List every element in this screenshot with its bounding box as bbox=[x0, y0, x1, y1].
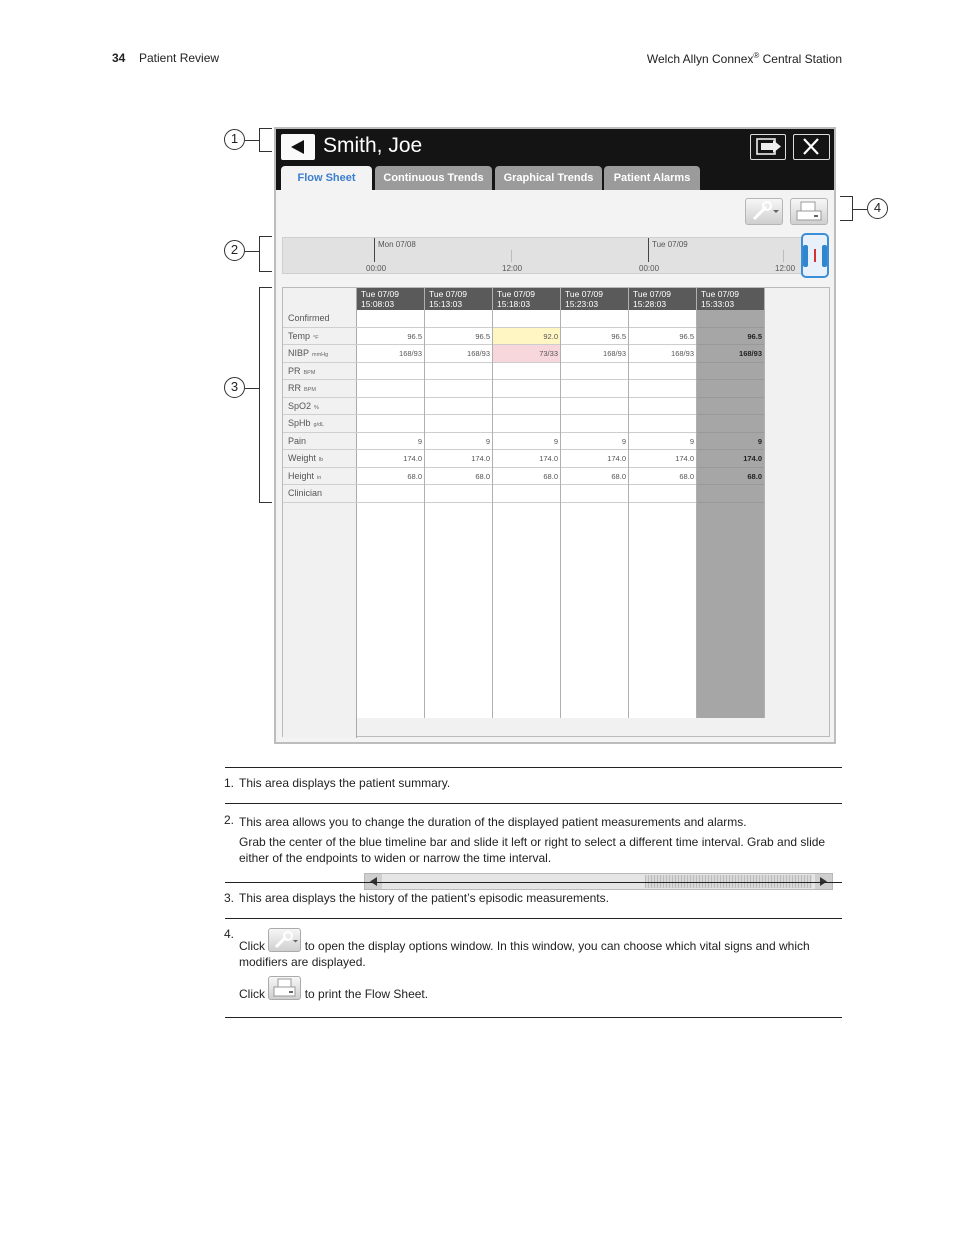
callout-3-leader bbox=[245, 388, 259, 389]
row-label bbox=[283, 363, 357, 381]
table-cell: 174.0 bbox=[357, 450, 424, 468]
table-cell: 73/33 bbox=[493, 345, 560, 363]
note-3 bbox=[224, 890, 609, 906]
reading-column[interactable] bbox=[697, 288, 765, 718]
row-unit: % bbox=[314, 404, 319, 411]
column-time: 15:28:03 bbox=[633, 299, 667, 309]
column-time: 15:08:03 bbox=[361, 299, 395, 309]
table-cell: 174.0 bbox=[561, 450, 628, 468]
table-cell: 68.0 bbox=[629, 468, 696, 486]
column-time: 15:13:03 bbox=[429, 299, 463, 309]
wrench-icon bbox=[746, 199, 782, 224]
table-cell bbox=[561, 363, 628, 381]
click-word: Click bbox=[239, 939, 265, 953]
tab-continuous-trends[interactable]: Continuous Trends bbox=[375, 166, 492, 190]
patient-review-window bbox=[274, 127, 836, 744]
column-time: 15:23:03 bbox=[565, 299, 599, 309]
table-rule bbox=[225, 882, 842, 883]
table-cell: 96.5 bbox=[697, 328, 764, 346]
row-label-text: Weight bbox=[288, 453, 316, 463]
table-cell bbox=[561, 310, 628, 328]
row-unit: g/dL bbox=[313, 422, 325, 428]
back-button[interactable] bbox=[281, 134, 315, 160]
reading-column[interactable] bbox=[629, 288, 697, 718]
table-cell bbox=[697, 310, 764, 328]
callout-2-leader bbox=[245, 251, 259, 252]
table-cell bbox=[561, 380, 628, 398]
column-time: 15:18:03 bbox=[497, 299, 531, 309]
table-cell bbox=[697, 485, 764, 503]
callout-1: 1 bbox=[224, 129, 245, 150]
row-unit: lb bbox=[318, 457, 324, 463]
print-icon bbox=[791, 199, 827, 224]
row-label bbox=[283, 433, 357, 451]
timeline-day-mark bbox=[374, 238, 375, 262]
close-button[interactable] bbox=[793, 134, 830, 160]
row-label-text: NIBP bbox=[288, 348, 310, 358]
product-title: Welch Allyn Connex® Central Station bbox=[646, 51, 842, 66]
row-label bbox=[283, 345, 357, 363]
table-cell: 96.5 bbox=[629, 328, 696, 346]
table-cell bbox=[357, 363, 424, 381]
column-time: 15:33:03 bbox=[701, 299, 735, 309]
table-cell: 9 bbox=[697, 433, 764, 451]
table-cell bbox=[697, 380, 764, 398]
row-label bbox=[283, 380, 357, 398]
table-cell bbox=[493, 363, 560, 381]
table-cell: 96.5 bbox=[425, 328, 492, 346]
note-text bbox=[239, 928, 829, 970]
table-cell bbox=[629, 363, 696, 381]
column-date: Tue 07/09 bbox=[497, 289, 535, 299]
table-cell bbox=[425, 380, 492, 398]
column-header[interactable] bbox=[425, 288, 492, 310]
table-cell bbox=[357, 485, 424, 503]
reading-column[interactable] bbox=[425, 288, 493, 718]
note-number: 4. bbox=[224, 927, 235, 941]
note-text: This area displays the patient summary. bbox=[239, 776, 451, 790]
print-icon bbox=[268, 976, 301, 1000]
table-cell bbox=[425, 398, 492, 416]
table-cell: 174.0 bbox=[493, 450, 560, 468]
click-word: Click bbox=[239, 987, 265, 1001]
page-number: 34 bbox=[112, 51, 126, 65]
row-label-text: SpHb bbox=[288, 418, 311, 428]
reading-column[interactable] bbox=[561, 288, 629, 718]
table-cell bbox=[493, 415, 560, 433]
tab-flow-sheet[interactable]: Flow Sheet bbox=[281, 166, 372, 192]
callout-2-bracket bbox=[259, 236, 272, 272]
table-cell: 68.0 bbox=[357, 468, 424, 486]
table-cell: 168/93 bbox=[561, 345, 628, 363]
table-cell bbox=[357, 398, 424, 416]
table-cell bbox=[629, 380, 696, 398]
column-header[interactable] bbox=[697, 288, 764, 310]
back-arrow-icon bbox=[290, 139, 306, 155]
table-cell bbox=[425, 485, 492, 503]
note-text-print bbox=[239, 976, 829, 1002]
timeline-slider-handle[interactable] bbox=[801, 233, 829, 278]
table-cell bbox=[629, 415, 696, 433]
row-unit: mmHg bbox=[312, 352, 329, 358]
callout-3: 3 bbox=[224, 377, 245, 398]
table-rule bbox=[225, 1017, 842, 1018]
table-cell: 9 bbox=[561, 433, 628, 451]
timeline-time-label: 00:00 bbox=[639, 264, 660, 273]
column-date: Tue 07/09 bbox=[701, 289, 739, 299]
note-1 bbox=[224, 775, 451, 791]
callout-1-bracket bbox=[259, 128, 272, 152]
table-cell bbox=[697, 363, 764, 381]
exit-icon bbox=[751, 135, 785, 159]
table-cell bbox=[357, 310, 424, 328]
table-cell bbox=[357, 380, 424, 398]
table-cell: 9 bbox=[357, 433, 424, 451]
table-cell: 9 bbox=[493, 433, 560, 451]
table-cell bbox=[493, 398, 560, 416]
callout-3-bracket bbox=[259, 287, 272, 503]
close-icon bbox=[794, 135, 828, 159]
flow-sheet-table bbox=[282, 287, 830, 737]
row-label-text: Height bbox=[288, 470, 315, 481]
table-cell bbox=[493, 380, 560, 398]
row-label bbox=[283, 310, 357, 328]
callout-2: 2 bbox=[224, 240, 245, 261]
note-text: This area allows you to change the duration of the displayed patient measurements and alarms. bbox=[239, 815, 747, 829]
row-label bbox=[283, 415, 357, 433]
table-cell bbox=[629, 310, 696, 328]
patient-name: Smith, Joe bbox=[323, 134, 423, 157]
table-cell: 68.0 bbox=[697, 468, 764, 486]
note-number: 1. bbox=[224, 776, 235, 790]
row-unit: BPM bbox=[303, 369, 316, 376]
reading-column[interactable] bbox=[493, 288, 561, 718]
row-label bbox=[283, 450, 357, 468]
timeline-tick bbox=[511, 250, 512, 262]
note-2 bbox=[224, 812, 826, 865]
timeline-grip-icon bbox=[803, 235, 827, 276]
table-rule bbox=[225, 918, 842, 919]
column-header[interactable] bbox=[561, 288, 628, 310]
table-cell: 68.0 bbox=[561, 468, 628, 486]
callout-1-leader bbox=[245, 140, 259, 141]
callout-4-bracket bbox=[840, 196, 853, 221]
row-unit: in bbox=[317, 474, 322, 481]
table-cell bbox=[357, 415, 424, 433]
table-cell: 168/93 bbox=[629, 345, 696, 363]
timeline-tick bbox=[783, 250, 784, 262]
timeline-date-label: Mon 07/08 bbox=[378, 240, 416, 249]
row-label-text: Clinician bbox=[288, 488, 323, 498]
table-cell: 9 bbox=[629, 433, 696, 451]
timeline-time-label: 00:00 bbox=[366, 264, 387, 273]
table-cell: 68.0 bbox=[493, 468, 560, 486]
table-cell: 96.5 bbox=[357, 328, 424, 346]
patient-summary-bar bbox=[276, 129, 834, 190]
timeline-day-mark bbox=[648, 238, 649, 262]
table-cell bbox=[697, 398, 764, 416]
column-date: Tue 07/09 bbox=[429, 289, 467, 299]
table-cell bbox=[493, 485, 560, 503]
row-label bbox=[283, 485, 357, 503]
note-text: This area displays the history of the patient’s episodic measurements. bbox=[239, 891, 609, 905]
table-cell: 96.5 bbox=[561, 328, 628, 346]
table-rule bbox=[225, 767, 842, 768]
table-cell bbox=[425, 363, 492, 381]
section-title: Patient Review bbox=[139, 51, 220, 65]
table-cell: 174.0 bbox=[629, 450, 696, 468]
table-cell: 9 bbox=[425, 433, 492, 451]
table-cell bbox=[425, 415, 492, 433]
print-button[interactable] bbox=[790, 198, 828, 225]
row-label-text: RR bbox=[288, 383, 301, 393]
exit-button[interactable] bbox=[750, 134, 786, 160]
row-label-text: SpO2 bbox=[288, 400, 312, 411]
reading-column[interactable] bbox=[357, 288, 425, 718]
timeline-time-label: 12:00 bbox=[775, 264, 796, 273]
table-cell bbox=[493, 310, 560, 328]
note-text-detail: Grab the center of the blue timeline bar and slide it left or right to select a different time interval. Grab and slide either of the endpoints to widen or narrow the time interval. bbox=[239, 835, 826, 865]
row-label-text: Temp bbox=[288, 330, 311, 341]
wrench-icon bbox=[268, 928, 301, 952]
row-label bbox=[283, 328, 357, 346]
column-date: Tue 07/09 bbox=[565, 289, 603, 299]
row-unit: BPM bbox=[304, 387, 316, 393]
timeline-time-label: 12:00 bbox=[502, 264, 523, 273]
table-cell bbox=[425, 310, 492, 328]
callout-4: 4 bbox=[867, 198, 888, 219]
column-header[interactable] bbox=[629, 288, 696, 310]
table-cell: 168/93 bbox=[357, 345, 424, 363]
row-unit: °F bbox=[313, 334, 319, 341]
row-label bbox=[283, 468, 357, 486]
timeline-bar[interactable] bbox=[282, 237, 802, 274]
table-cell bbox=[629, 398, 696, 416]
table-cell bbox=[561, 415, 628, 433]
note-text-options: to open the display options window. In this window, you can choose which vital signs and which modifiers are displayed. bbox=[239, 939, 810, 969]
table-cell: 68.0 bbox=[425, 468, 492, 486]
row-label bbox=[283, 398, 357, 416]
column-header[interactable] bbox=[493, 288, 560, 310]
table-cell bbox=[561, 398, 628, 416]
timeline-date-label: Tue 07/09 bbox=[652, 240, 688, 249]
note-number: 2. bbox=[224, 813, 235, 827]
row-label-text: PR bbox=[288, 365, 301, 376]
table-cell: 168/93 bbox=[425, 345, 492, 363]
table-cell: 168/93 bbox=[697, 345, 764, 363]
table-cell: 174.0 bbox=[697, 450, 764, 468]
callout-4-leader bbox=[853, 209, 867, 210]
display-options-button[interactable] bbox=[745, 198, 783, 225]
table-cell bbox=[697, 415, 764, 433]
tab-graphical-trends[interactable]: Graphical Trends bbox=[495, 166, 602, 190]
note-number: 3. bbox=[224, 891, 235, 905]
table-cell: 174.0 bbox=[425, 450, 492, 468]
table-cell bbox=[561, 485, 628, 503]
table-rule bbox=[225, 803, 842, 804]
column-header[interactable] bbox=[357, 288, 424, 310]
row-label-text: Confirmed bbox=[288, 313, 330, 323]
note-4 bbox=[224, 926, 810, 1001]
tab-patient-alarms[interactable]: Patient Alarms bbox=[604, 166, 700, 190]
table-cell: 92.0 bbox=[493, 328, 560, 346]
row-label-text: Pain bbox=[288, 435, 307, 446]
note-text-print-detail: to print the Flow Sheet. bbox=[304, 987, 429, 1001]
column-date: Tue 07/09 bbox=[361, 289, 399, 299]
column-date: Tue 07/09 bbox=[633, 289, 671, 299]
table-cell bbox=[629, 485, 696, 503]
